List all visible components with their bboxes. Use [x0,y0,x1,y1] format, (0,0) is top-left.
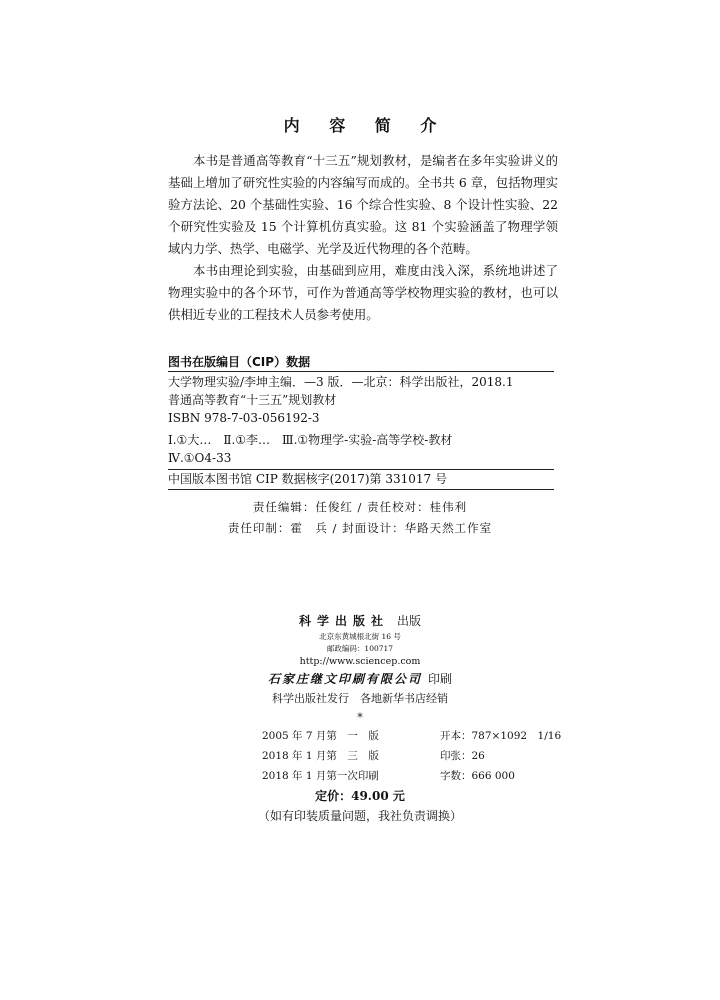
summary-section [168,150,558,326]
credits-production-line: 责任印制：霍 兵 / 封面设计：华路天然工作室 [227,521,493,535]
cip-line-series: 普通高等教育“十三五”规划教材 [168,393,337,407]
cip-rule-bottom [168,489,554,490]
summary-paragraph-1: 本书是普通高等教育“十三五”规划教材，是编者在多年实验讲义的基础上增加了研究性实验的内容编写而成的。全书共 6 章，包括物理实验方法论、20 个基础性实验、16 个综合性实验、8 个设计性实验、22 个研究性实验及 15 个计算机仿真实验。这 81 个实验涵盖了物理学领域内力学、热学、电磁学、光学及近代物理的各个范畴。 [168,153,558,256]
cip-heading: 图书在版编目（CIP）数据 [168,355,311,369]
colophon [0,611,720,727]
credits [0,497,720,539]
cip-body [168,372,554,469]
distribution-line: 科学出版社发行 各地新华书店经销 [272,692,448,705]
price: 定价：49.00 元 [315,789,405,803]
cip-line-isbn: ISBN 978-7-03-056192-3 [168,411,320,425]
edition-row [262,746,561,766]
cip-block [168,353,554,490]
edition-date: 2018 年 1 月第 三 版 [262,750,379,762]
page-title: 内 容 简 介 [283,116,449,135]
publisher-postcode: 邮政编码：100717 [326,644,394,653]
edition-block [262,726,561,786]
cip-line-subjects: Ⅰ.①大… Ⅱ.①李… Ⅲ.①物理学-实验-高等学校-教材 [168,433,453,447]
printer-suffix: 印刷 [428,672,453,686]
publisher-name: 科学出版社 [298,614,389,628]
edition-date: 2018 年 1 月第一次印刷 [262,770,379,782]
publisher-line [0,611,720,631]
separator-star: * [357,711,363,724]
edition-row [262,726,561,746]
edition-date: 2005 年 7 月第 一 版 [262,730,379,742]
credits-editor-line: 责任编辑：任俊红 / 责任校对：桂伟利 [252,500,468,514]
edition-info: 开本：787×1092 1/16 [440,730,562,742]
publisher-url: http://www.sciencep.com [299,656,421,667]
edition-info: 字数：666 000 [440,770,515,782]
edition-row [262,766,561,786]
cip-line-title: 大学物理实验/李坤主编．—3 版．—北京：科学出版社，2018.1 [168,375,514,389]
printer-line [0,669,720,689]
quality-notice: （如有印装质量问题，我社负责调换） [257,809,462,823]
cip-line-classification: Ⅳ.①O4-33 [168,451,232,465]
edition-info: 印张：26 [440,750,485,762]
publisher-suffix: 出版 [397,614,422,628]
summary-paragraph-2: 本书由理论到实验，由基础到应用，难度由浅入深，系统地讲述了物理实验中的各个环节，可作为普通高等学校物理实验的教材，也可以供相近专业的工程技术人员参考使用。 [168,263,558,322]
publisher-address: 北京东黄城根北街 16 号 [319,632,401,641]
printer-name: 石家庄继文印刷有限公司 [267,672,422,686]
cip-data-number: 中国版本图书馆 CIP 数据核字(2017)第 331017 号 [168,472,447,486]
